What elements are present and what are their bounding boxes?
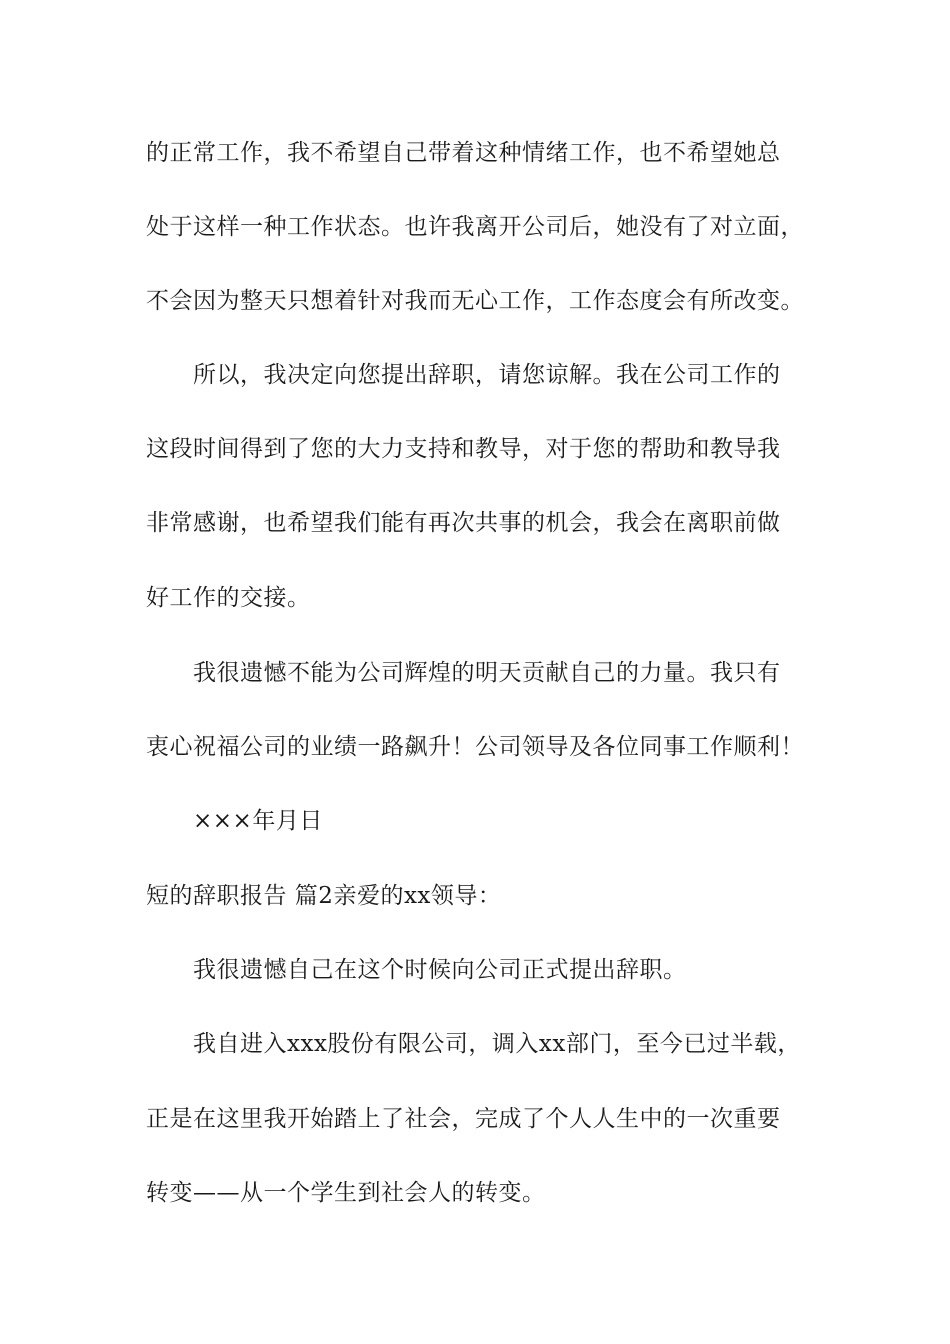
paragraph-line: 所以，我决定向您提出辞职，请您谅解。我在公司工作的 [193,362,781,388]
paragraph-line: 这段时间得到了您的大力支持和教导，对于您的帮助和教导我 [146,436,781,462]
paragraph-line: 我很遗憾自己在这个时候向公司正式提出辞职。 [193,957,687,983]
paragraph-line: 非常感谢，也希望我们能有再次共事的机会，我会在离职前做 [146,510,781,536]
paragraph-line: 的正常工作，我不希望自己带着这种情绪工作，也不希望她总 [146,140,781,166]
paragraph-line: 好工作的交接。 [146,585,311,611]
paragraph-line: 衷心祝福公司的业绩一路飙升！公司领导及各位同事工作顺利！ [146,734,804,760]
section-heading: 短的辞职报告 篇2亲爱的xx领导： [146,883,502,909]
paragraph-line: 我自进入xxx股份有限公司，调入xx部门，至今已过半载， [193,1031,801,1057]
paragraph-line: 转变——从一个学生到社会人的转变。 [146,1180,546,1206]
paragraph-line: 处于这样一种工作状态。也许我离开公司后，她没有了对立面， [146,214,804,240]
signature-date-line: ×××年月日 [193,808,323,834]
paragraph-line: 我很遗憾不能为公司辉煌的明天贡献自己的力量。我只有 [193,660,781,686]
paragraph-line: 不会因为整天只想着针对我而无心工作，工作态度会有所改变。 [146,288,804,314]
paragraph-line: 正是在这里我开始踏上了社会，完成了个人人生中的一次重要 [146,1106,781,1132]
